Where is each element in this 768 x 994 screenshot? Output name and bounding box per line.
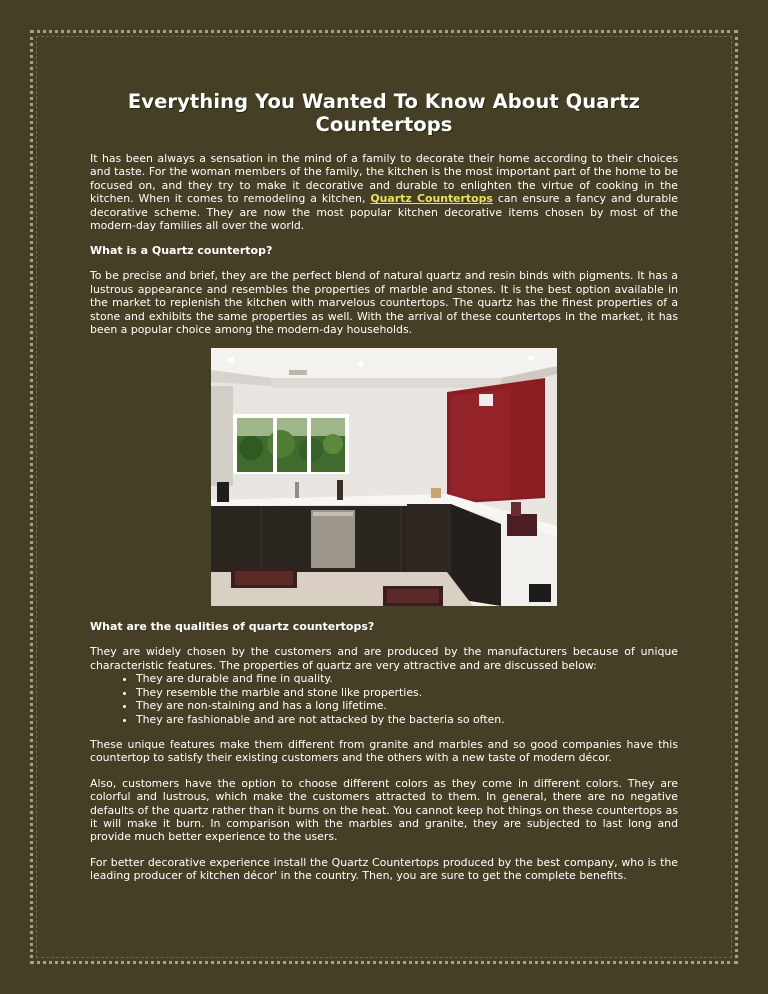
section2-paragraph-3: Also, customers have the option to choose different colors as they come in different colors. They are colorful and lustrous, which make the customers attracted to them. In general, there are no negative defaults of the quartz rather than it burns on the heat. You cannot keep hot things on these countertops as it will make it burn. In comparison with the marbles and granite, they are subjected to last long and provide much better experience to the users. xyxy=(90,776,678,844)
list-item: • They resemble the marble and stone like properties. xyxy=(136,686,678,699)
section2-paragraph-2: These unique features make them different from granite and marbles and so good companies have this countertop to satisfy their existing customers and the others with a new taste of modern décor. xyxy=(90,737,678,765)
list-item: • They are durable and fine in quality. xyxy=(136,672,678,685)
intro-text-end: can ensure a fancy and durable decorative scheme. They are now the most popular kitchen decorative items chosen by most of the modern-day families all over the world. xyxy=(90,192,679,233)
section-heading-what-is: What is a Quartz countertop? xyxy=(90,244,273,258)
document-page xyxy=(90,90,678,895)
section2-paragraph-1: They are widely chosen by the customers and are produced by the manufacturers because of unique characteristic features. The properties of quartz are very attractive and are discussed below: xyxy=(90,645,678,672)
qualities-list xyxy=(90,672,678,726)
intro-text-start: It has been always a sensation in the mind of a family to decorate their home according to their choices and taste. For the woman members of the family, the kitchen is the most important part of the home to be focused on, and they try to make it decorative and durable to enlighten the virtue of cooking in the kitchen. When it comes to remodeling a kitchen, xyxy=(90,152,678,206)
list-item: • They are non-staining and has a long lifetime. xyxy=(136,699,678,712)
quartz-countertops-link[interactable]: Quartz Countertops xyxy=(370,192,493,206)
kitchen-photo xyxy=(211,348,557,606)
section2-paragraph-4: For better decorative experience install the Quartz Countertops produced by the best company, who is the leading producer of kitchen décor' in the country. Then, you are sure to get the complete benefits. xyxy=(90,855,678,883)
intro-paragraph xyxy=(90,152,678,232)
page-title: Everything You Wanted To Know About Quartz Countertops xyxy=(127,90,641,136)
section1-paragraph: To be precise and brief, they are the perfect blend of natural quartz and resin binds with pigments. It has a lustrous appearance and resembles the properties of marble and stones. It is the best option available in the market to replenish the kitchen with marvelous countertops. The quartz has the finest properties of a stone and exhibits the same properties as well. With the arrival of these countertops in the market, it has been a popular choice among the modern-day households. xyxy=(90,269,678,337)
list-item: • They are fashionable and are not attacked by the bacteria so often. xyxy=(136,713,678,726)
section-heading-qualities: What are the qualities of quartz countertops? xyxy=(90,620,375,634)
